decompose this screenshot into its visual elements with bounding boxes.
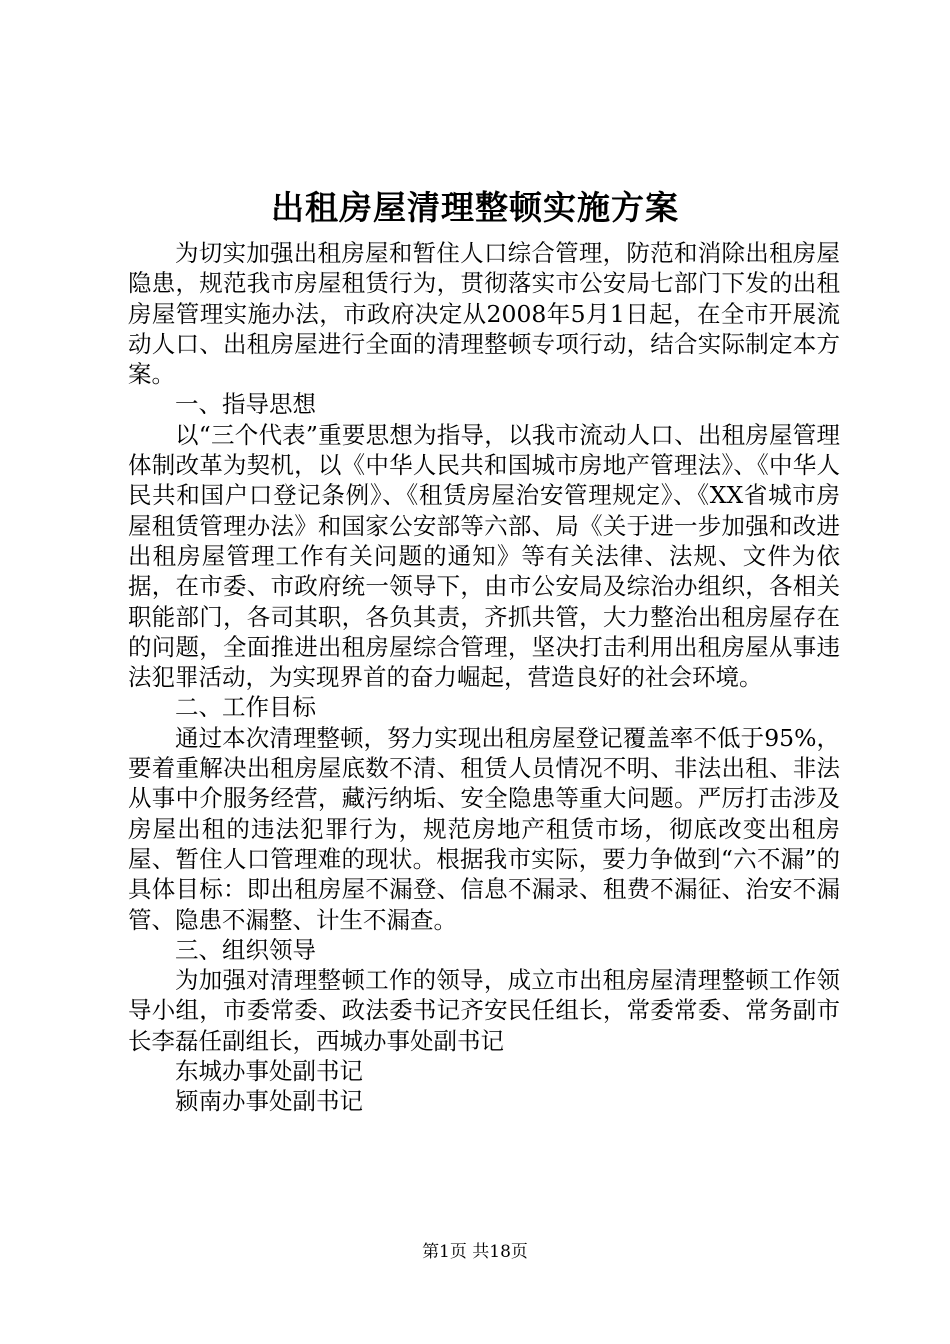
leadership-paragraph: 为加强对清理整顿工作的领导，成立市出租房屋清理整顿工作领导小组，市委常委、政法委书记齐安民任组长，常委常委、常务副市长李磊任副组长，西城办事处副书记 (128, 966, 840, 1055)
leadership-line-yingnan: 颍南办事处副书记 (175, 1087, 363, 1116)
section-heading-leadership: 三、组织领导 (175, 935, 316, 964)
document-body (128, 238, 840, 1117)
page-footer: 第1页 共18页 (422, 1242, 528, 1262)
intro-paragraph: 为切实加强出租房屋和暂住人口综合管理，防范和消除出租房屋隐患，规范我市房屋租赁行为，贯彻落实市公安局七部门下发的出租房屋管理实施办法，市政府决定从2008年5月1日起，在全市开展流动人口、出租房屋进行全面的清理整顿专项行动，结合实际制定本方案。 (128, 239, 840, 389)
work-goals-paragraph: 通过本次清理整顿，努力实现出租房屋登记覆盖率不低于95%，要着重解决出租房屋底数不清、租赁人员情况不明、非法出租、非法从事中介服务经营，藏污纳垢、安全隐患等重大问题。严厉打击涉及房屋出租的违法犯罪行为，规范房地产租赁市场，彻底改变出租房屋、暂住人口管理难的现状。根据我市实际，要力争做到“六不漏”的具体目标：即出租房屋不漏登、信息不漏录、租费不漏征、治安不漏管、隐患不漏整、计生不漏查。 (128, 723, 840, 934)
leadership-line-dongcheng: 东城办事处副书记 (175, 1057, 363, 1086)
guiding-ideology-paragraph: 以“三个代表”重要思想为指导，以我市流动人口、出租房屋管理体制改革为契机，以《中华人民共和国城市房地产管理法》、《中华人民共和国户口登记条例》、《租赁房屋治安管理规定》、《XX省城市房屋租赁管理办法》和国家公安部等六部、局《关于进一步加强和改进出租房屋管理工作有关问题的通知》等有关法律、法规、文件为依据，在市委、市政府统一领导下，由市公安局及综治办组织，各相关职能部门，各司其职，各负其责，齐抓共管，大力整治出租房屋存在的问题，全面推进出租房屋综合管理，坚决打击利用出租房屋从事违法犯罪活动，为实现界首的奋力崛起，营造良好的社会环境。 (128, 420, 840, 692)
section-heading-work-goals: 二、工作目标 (175, 693, 316, 722)
document-title: 出租房屋清理整顿实施方案 (271, 188, 679, 227)
section-heading-guiding-ideology: 一、指导思想 (175, 390, 316, 419)
